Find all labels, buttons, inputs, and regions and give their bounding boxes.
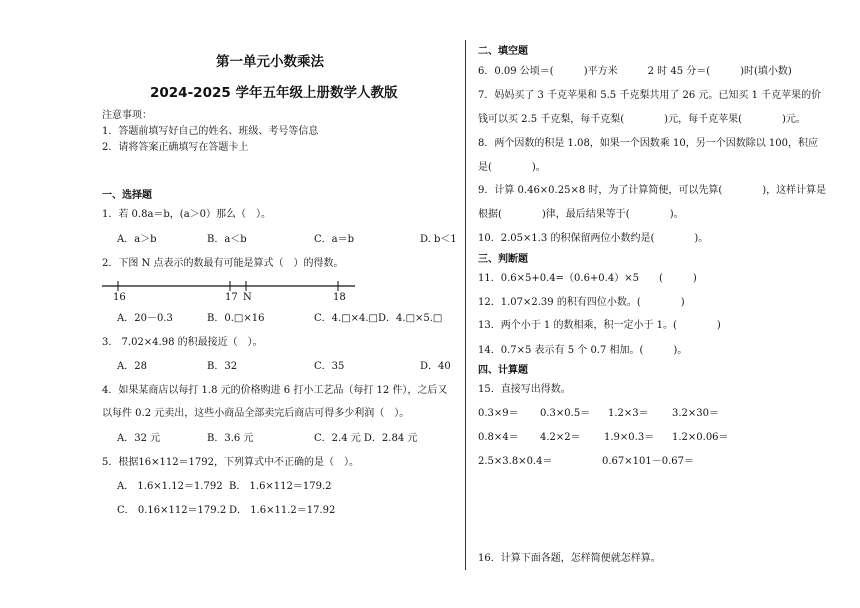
q3-option-b: B．32 — [207, 361, 238, 372]
q3-option-a: A．28 — [117, 361, 147, 372]
page-title: 第一单元小数乘法 — [216, 54, 324, 70]
section-choice-heading: 一、选择题 — [102, 190, 152, 201]
question-2: 2．下图 N 点表示的数最有可能是算式（ ）的得数。 — [102, 258, 344, 269]
question-7-line-1: 7．妈妈买了 3 千克苹果和 5.5 千克梨共用了 26 元。已知买 1 千克苹果的价 — [478, 90, 822, 101]
tick-label-18: 18 — [333, 292, 346, 303]
question-16: 16．计算下面各题，怎样简便就怎样算。 — [478, 553, 661, 564]
notice-item-1: 1．答题前填写好自己的姓名、班级、考号等信息 — [102, 126, 319, 137]
question-7-line-2: 钱可以买 2.5 千克梨，每千克梨( )元，每千克苹果( )元。 — [478, 114, 806, 125]
question-8-line-2: 是( )。 — [478, 162, 546, 173]
q3-option-d: D．40 — [420, 361, 451, 372]
question-4-line-1: 4．如果某商店以每打 1.8 元的价格购进 6 打小工艺品（每打 12 件），之后又 — [102, 385, 448, 396]
notice-item-2: 2．请将答案正确填写在答题卡上 — [102, 142, 249, 153]
calc-item: 1.2×3＝ — [608, 408, 649, 419]
question-13: 13．两个小于 1 的数相乘，积一定小于 1。( ) — [478, 320, 721, 331]
q2-option-b: B．0.□×16 — [207, 313, 265, 324]
q5-option-b: B． 1.6×112＝179.2 — [229, 481, 332, 492]
calc-item: 0.8×4＝ — [478, 432, 519, 443]
calc-item: 1.9×0.3＝ — [604, 432, 655, 443]
section-calc-heading: 四、计算题 — [478, 365, 528, 376]
calc-item: 0.3×0.5＝ — [540, 408, 591, 419]
page-subtitle: 2024-2025 学年五年级上册数学人教版 — [150, 85, 398, 101]
question-9-line-1: 9．计算 0.46×0.25×8 时，为了计算简便，可以先算( )，这样计算是 — [478, 185, 827, 196]
q5-option-d: D． 1.6×11.2＝17.92 — [229, 505, 336, 516]
section-judge-heading: 三、判断题 — [478, 254, 528, 265]
q5-option-a: A． 1.6×1.12＝1.792 — [117, 481, 223, 492]
calc-item: 4.2×2＝ — [540, 432, 581, 443]
calc-item: 0.67×101－0.67＝ — [602, 456, 694, 467]
q4-option-cd: C．2.4 元 D．2.84 元 — [314, 433, 418, 444]
question-1: 1．若 0.8a＝b，(a＞0）那么（ ）。 — [102, 209, 272, 220]
q3-option-c: C．35 — [314, 361, 345, 372]
calc-item: 3.2×30＝ — [672, 408, 720, 419]
question-10: 10．2.05×1.3 的积保留两位小数约是( )。 — [478, 233, 709, 244]
question-15: 15．直接写出得数。 — [478, 384, 571, 395]
notice-title: 注意事项： — [102, 110, 152, 121]
question-11: 11．0.6×5+0.4=（0.6+0.4）×5 ( ) — [478, 273, 697, 284]
question-12: 12．1.07×2.39 的积有四位小数。( ) — [478, 297, 685, 308]
question-14: 14．0.7×5 表示有 5 个 0.7 相加。( )。 — [478, 345, 688, 356]
calc-item: 2.5×3.8×0.4＝ — [478, 456, 553, 467]
tick-label-n: N — [243, 292, 252, 303]
question-8-line-1: 8．两个因数的积是 1.08，如果一个因数乘 10，另一个因数除以 100，积应 — [478, 138, 818, 149]
question-3: 3． 7.02×4.98 的积最接近（ ）。 — [102, 337, 263, 348]
tick-label-16: 16 — [113, 292, 126, 303]
question-5: 5．根据16×112＝1792，下列算式中不正确的是（ ）。 — [102, 457, 360, 468]
tick-label-17: 17 — [225, 292, 238, 303]
column-divider — [465, 40, 466, 570]
calc-item: 0.3×9＝ — [478, 408, 519, 419]
q1-option-d: D. b＜1 — [420, 234, 457, 245]
q1-option-b: B．a＜b — [207, 234, 247, 245]
q1-option-a: A．a＞b — [117, 234, 157, 245]
calc-item: 1.2×0.06＝ — [672, 432, 729, 443]
number-line — [100, 278, 360, 308]
q4-option-a: A．32 元 — [117, 433, 161, 444]
q4-option-b: B．3.6 元 — [207, 433, 254, 444]
question-4-line-2: 以每件 0.2 元卖出，这些小商品全部卖完后商店可得多少利润（ ）。 — [102, 408, 410, 419]
section-fill-heading: 二、填空题 — [478, 46, 528, 57]
q1-option-c: C．a＝b — [314, 234, 355, 245]
question-9-line-2: 根据( )律，最后结果等于( )。 — [478, 209, 684, 220]
q2-option-cd: C．4.□×4.□D．4.□×5.□ — [314, 313, 443, 324]
question-6: 6．0.09 公顷＝( )平方米 2 时 45 分＝( )时(填小数) — [478, 66, 792, 77]
q2-option-a: A．20－0.3 — [117, 313, 173, 324]
q5-option-c: C． 0.16×112＝179.2 — [117, 505, 227, 516]
